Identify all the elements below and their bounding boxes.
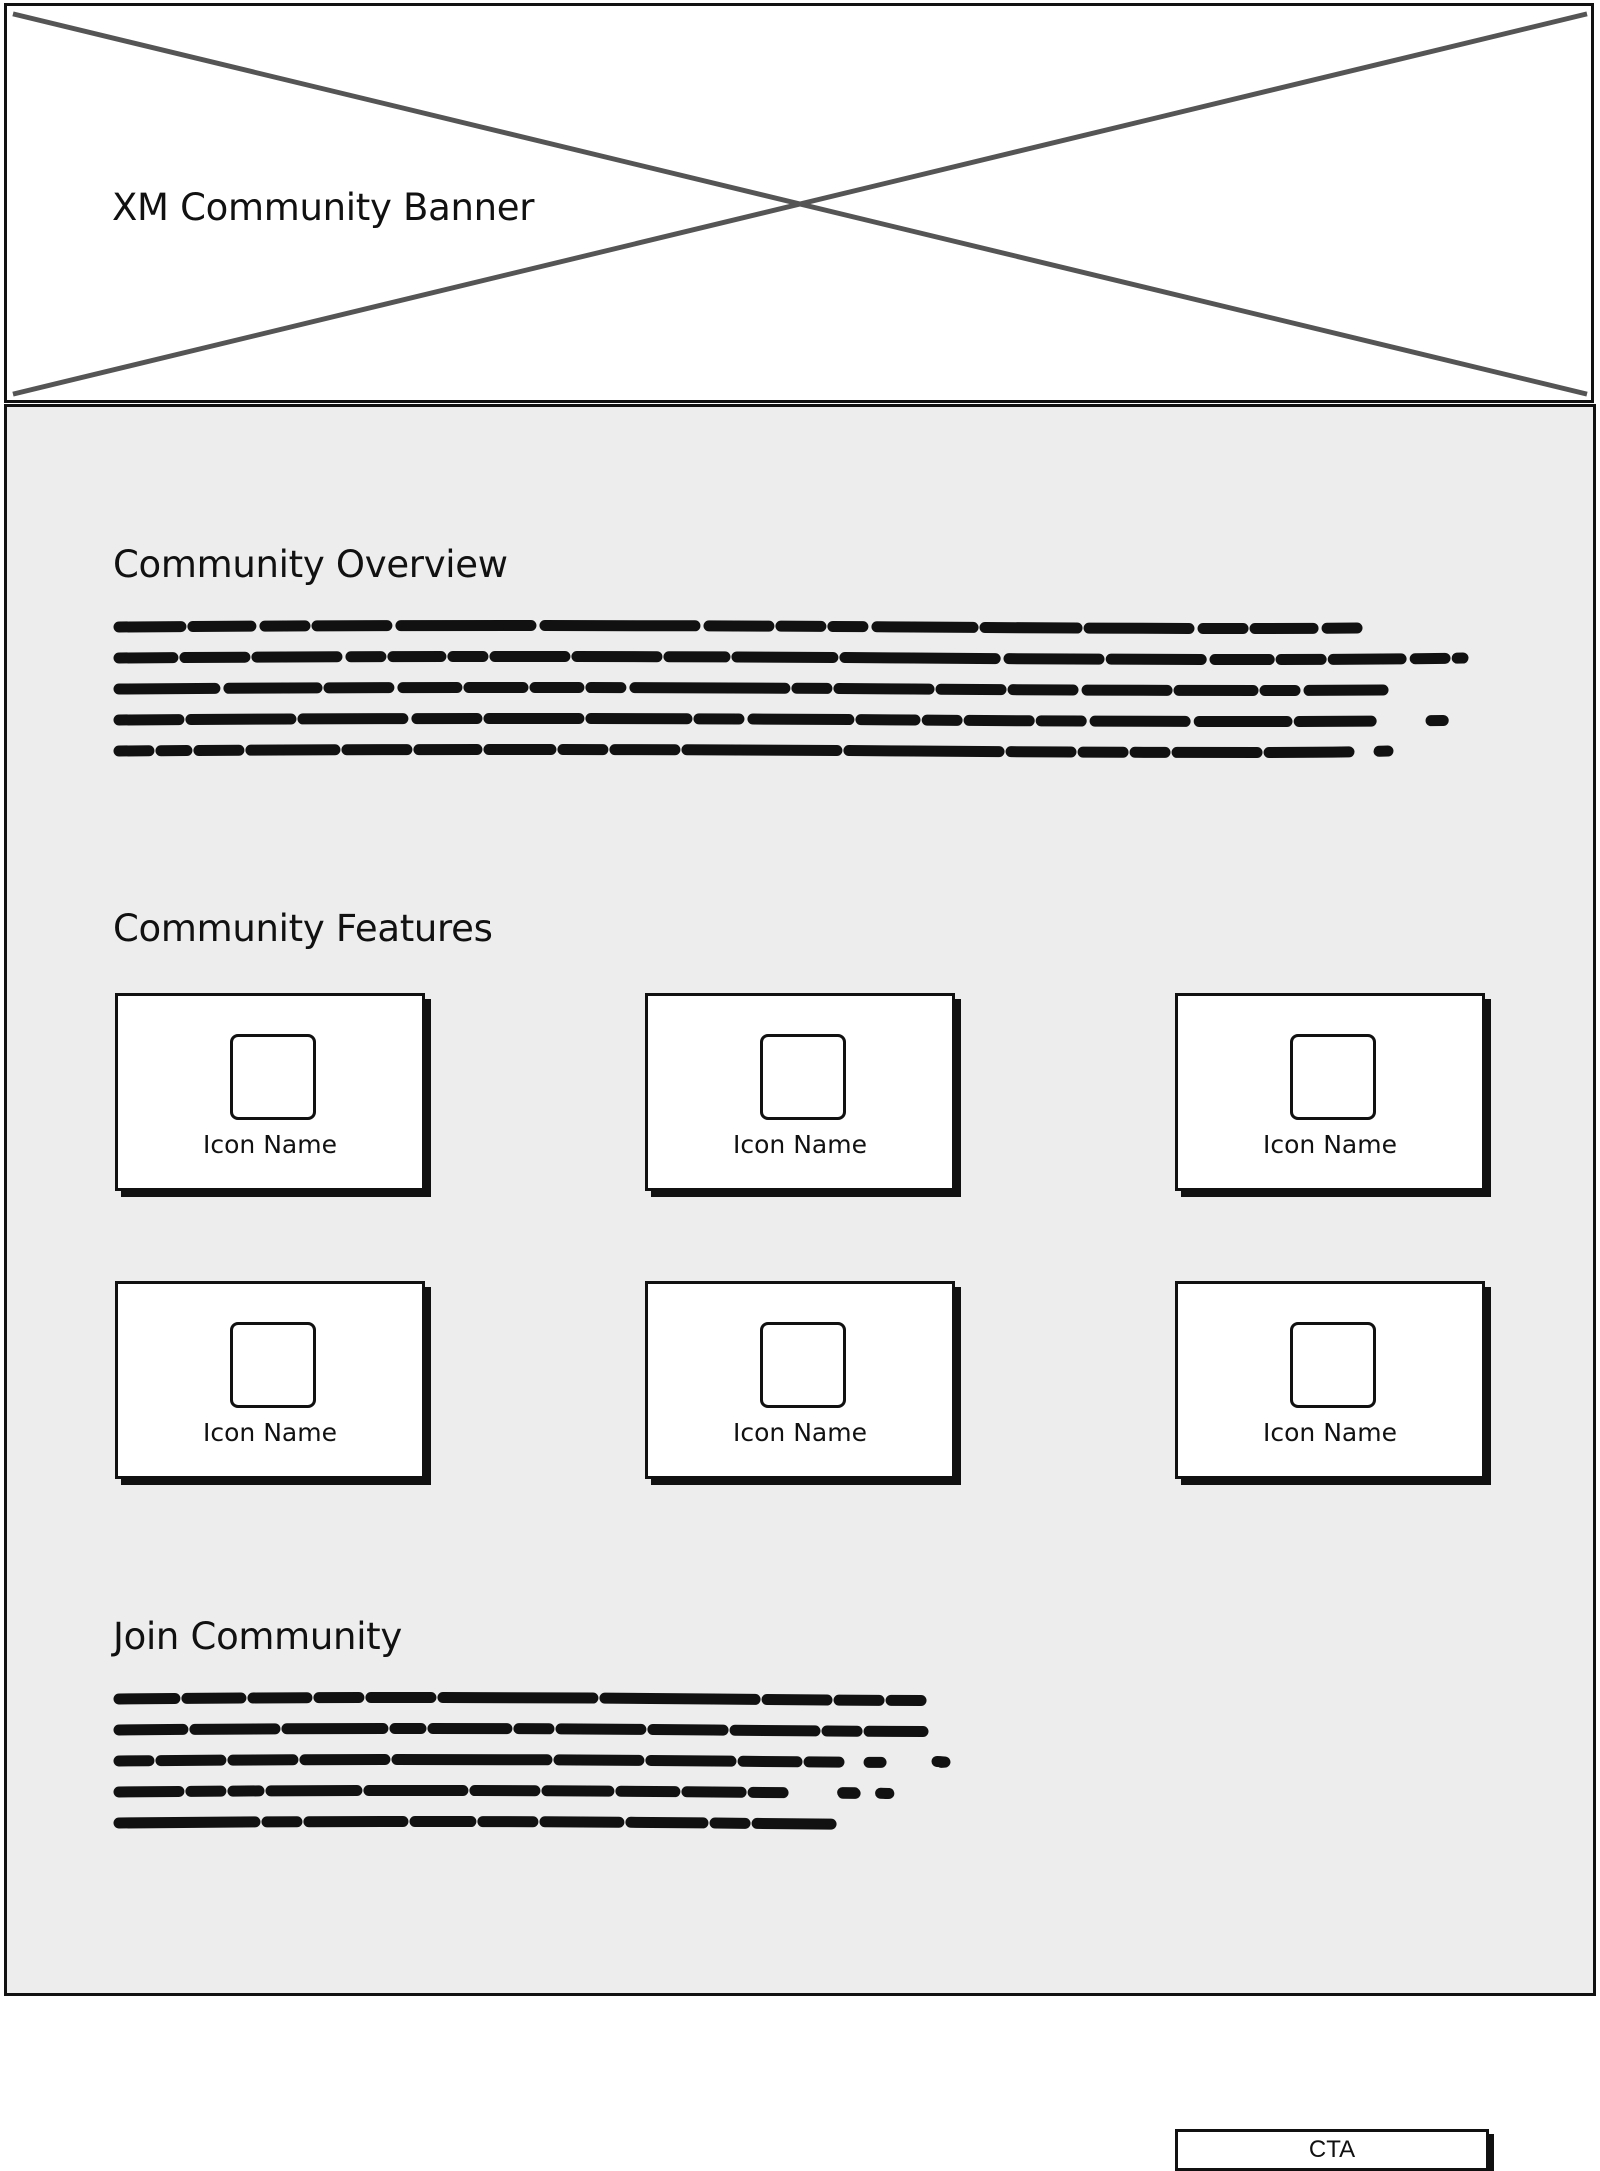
feature-icon bbox=[1290, 1322, 1376, 1408]
feature-card[interactable] bbox=[645, 993, 955, 1191]
feature-card[interactable] bbox=[1175, 993, 1485, 1191]
overview-heading: Community Overview bbox=[113, 543, 508, 586]
main-content bbox=[4, 404, 1596, 2163]
feature-icon bbox=[230, 1322, 316, 1408]
cta-button[interactable]: CTA bbox=[1175, 2129, 1489, 2171]
banner-title: XM Community Banner bbox=[112, 186, 535, 229]
banner-image-placeholder bbox=[4, 3, 1594, 403]
feature-icon bbox=[230, 1034, 316, 1120]
feature-label: Icon Name bbox=[1263, 1130, 1397, 1159]
feature-label: Icon Name bbox=[733, 1130, 867, 1159]
feature-card[interactable] bbox=[1175, 1281, 1485, 1479]
feature-icon bbox=[760, 1034, 846, 1120]
join-text-placeholder bbox=[113, 1683, 963, 1843]
join-heading: Join Community bbox=[113, 1615, 402, 1658]
feature-card[interactable] bbox=[645, 1281, 955, 1479]
feature-label: Icon Name bbox=[203, 1418, 337, 1447]
feature-icon bbox=[1290, 1034, 1376, 1120]
features-heading: Community Features bbox=[113, 907, 493, 950]
feature-icon bbox=[760, 1322, 846, 1408]
feature-label: Icon Name bbox=[733, 1418, 867, 1447]
feature-label: Icon Name bbox=[1263, 1418, 1397, 1447]
overview-text-placeholder bbox=[113, 611, 1513, 771]
feature-label: Icon Name bbox=[203, 1130, 337, 1159]
feature-card[interactable] bbox=[115, 1281, 425, 1479]
feature-card[interactable] bbox=[115, 993, 425, 1191]
